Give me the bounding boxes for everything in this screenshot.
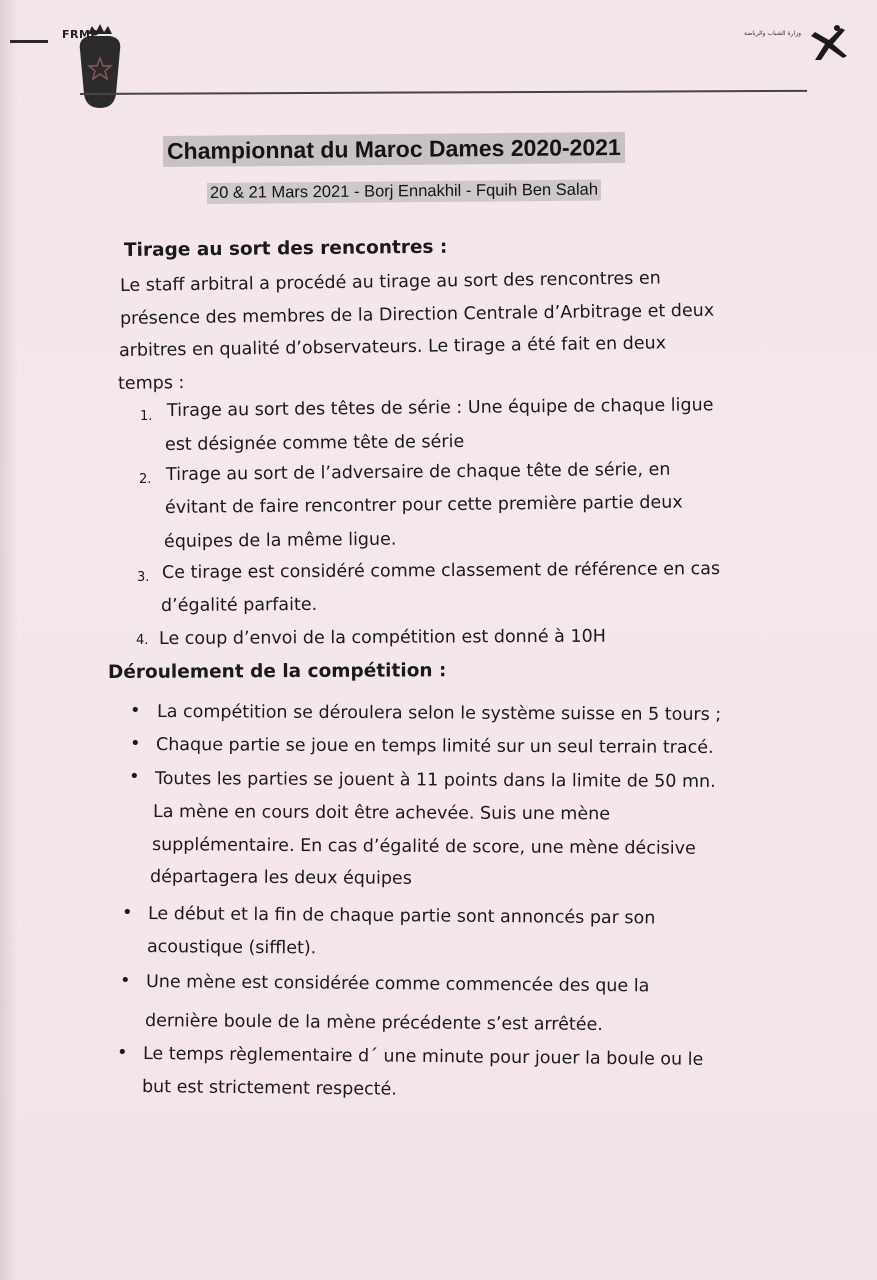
list-item-number: 3. (137, 570, 150, 585)
bullet-icon: • (130, 733, 141, 754)
paragraph-line: présence des membres de la Direction Centrale d’Arbitrage et deux (119, 300, 715, 329)
bullet-icon: • (130, 700, 141, 721)
bullet-item-line: Le temps règlementaire d´ une minute pour jouer la boule ou le (142, 1044, 704, 1070)
paragraph-line: Le staff arbitral a procédé au tirage au sort des rencontres en (119, 268, 661, 296)
list-item-line: Tirage au sort des têtes de série : Une équipe de chaque ligue (166, 395, 714, 421)
federation-abbrev: FRMP (62, 28, 99, 41)
section-heading-deroulement: Déroulement de la compétition : (107, 660, 447, 683)
bullet-item-line: départagera les deux équipes (149, 867, 412, 889)
bullet-icon: • (120, 970, 131, 991)
list-item-line: évitant de faire rencontrer pour cette première partie deux (164, 492, 683, 518)
list-item-number: 4. (136, 633, 149, 648)
list-item-line: est désignée comme tête de série (164, 431, 465, 455)
bullet-item-line: La compétition se déroulera selon le système suisse en 5 tours ; (156, 702, 722, 725)
bullet-item-line: La mène en cours doit être achevée. Suis une mène (152, 802, 611, 825)
ministry-name: وزارة الشباب والرياضة (744, 30, 801, 37)
document-subtitle: 20 & 21 Mars 2021 - Borj Ennakhil - Fquih Ben Salah (207, 180, 601, 204)
bullet-icon: • (129, 766, 140, 787)
list-item-number: 2. (139, 472, 152, 487)
paragraph-line: temps : (117, 373, 185, 394)
document-title: Championnat du Maroc Dames 2020-2021 (163, 132, 625, 167)
paragraph-line: arbitres en qualité d’observateurs. Le tirage a été fait en deux (118, 333, 667, 361)
list-item-number: 1. (140, 409, 153, 424)
list-item-line: Tirage au sort de l’adversaire de chaque tête de série, en (165, 459, 671, 485)
list-item-line: d’égalité parfaite. (160, 594, 318, 616)
list-item-line: Le coup d’envoi de la compétition est donné à 10H (158, 626, 606, 649)
list-item-line: Ce tirage est considéré comme classement de référence en cas (161, 559, 721, 583)
section-heading-tirage: Tirage au sort des rencontres : (123, 236, 448, 261)
bullet-icon: • (122, 902, 133, 923)
bullet-item-line: Chaque partie se joue en temps limité sur un seul terrain tracé. (155, 735, 714, 758)
bullet-item-line: Le début et la fin de chaque partie sont annoncés par son (147, 904, 656, 929)
list-item-line: équipes de la même ligue. (163, 529, 397, 552)
bullet-item-line: Toutes les parties se jouent à 11 points dans la limite de 50 mn. (154, 769, 716, 792)
bullet-item-line: but est strictement respecté. (141, 1077, 398, 1100)
bullet-item-line: Une mène est considérée comme commencée des que la (145, 972, 650, 997)
bullet-item-line: dernière boule de la mène précédente s’est arrêtée. (144, 1011, 603, 1035)
bullet-item-line: acoustique (sifflet). (146, 937, 317, 959)
bullet-item-line: supplémentaire. En cas d’égalité de score, une mène décisive (151, 835, 696, 859)
bullet-icon: • (117, 1042, 128, 1063)
